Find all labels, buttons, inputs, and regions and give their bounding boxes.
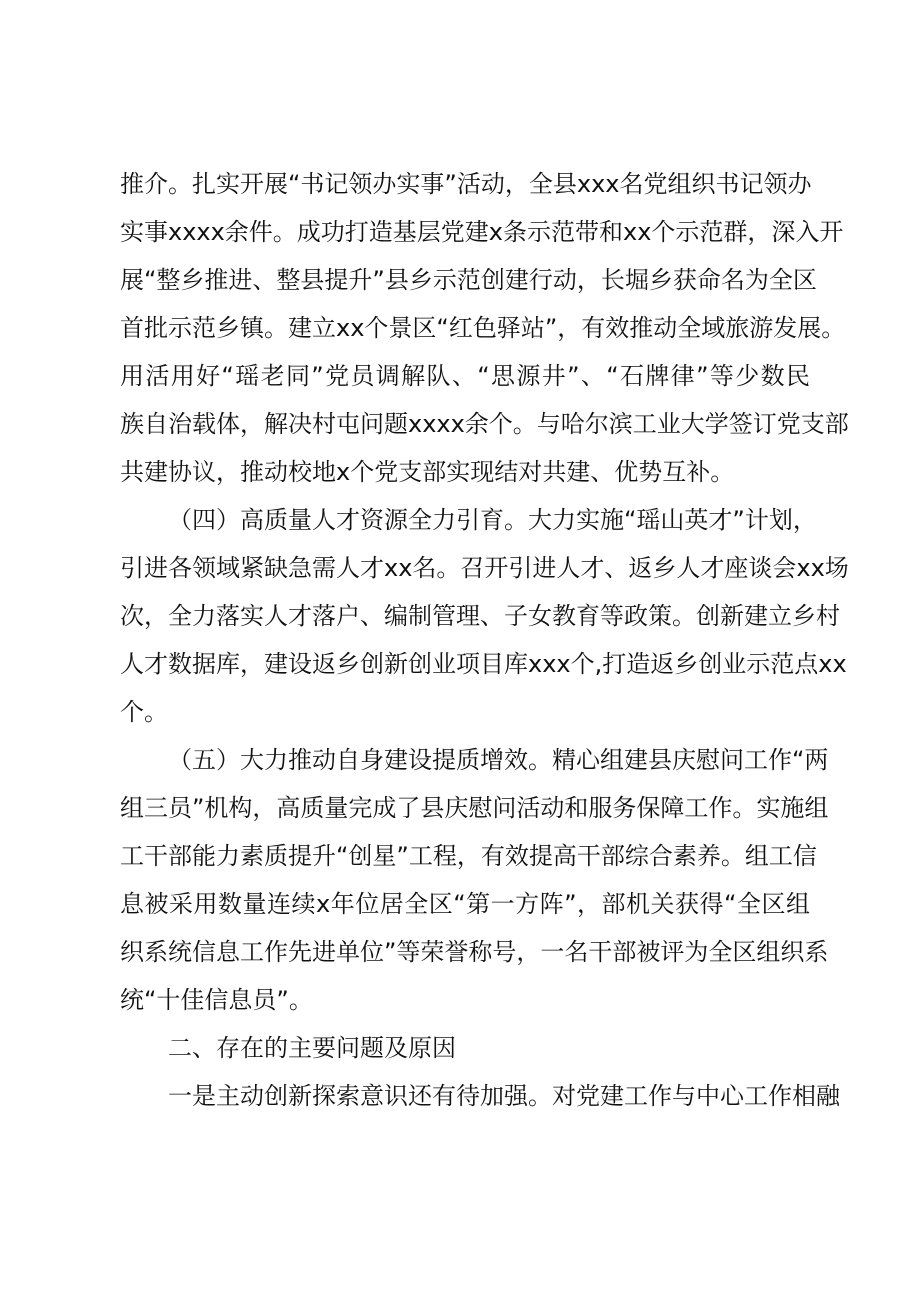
text-line: 个。: [120, 698, 168, 726]
text-line: 引进各领域紧缺急需人才xx名。召开引进人才、返乡人才座谈会xx场: [120, 554, 849, 582]
text-line: 展“整乡推进、整县提升”县乡示范创建行动，长堀乡获命名为全区: [120, 266, 817, 294]
text-line: 用活用好“瑶老同”党员调解队、“思源井”、“石牌律”等少数民: [120, 362, 810, 390]
text-line: 推介。扎实开展“书记领办实事”活动，全县xxx名党组织书记领办: [120, 170, 812, 198]
text-line: 实事xxxx余件。成功打造基层党建x条示范带和xx个示范群，深入开: [120, 218, 844, 246]
text-line: 一是主动创新探索意识还有待加强。对党建工作与中心工作相融: [168, 1082, 840, 1110]
text-line: 共建协议，推动校地x个党支部实现结对共建、优势互补。: [120, 458, 735, 486]
text-line: 织系统信息工作先进单位”等荣誉称号，一名干部被评为全区组织系: [120, 938, 829, 966]
text-line: 次，全力落实人才落户、编制管理、子女教育等政策。创新建立乡村: [120, 602, 840, 630]
section-heading: 二、存在的主要问题及原因: [168, 1034, 456, 1062]
text-line: 工干部能力素质提升“创星”工程，有效提高干部综合素养。组工信: [120, 842, 817, 870]
text-line: 组三员”机构，高质量完成了县庆慰问活动和服务保障工作。实施组: [120, 794, 829, 822]
text-line: 族自治载体，解决村屯问题xxxx余个。与哈尔滨工业大学签订党支部: [120, 410, 849, 438]
text-line: 人才数据库，建设返乡创新创业项目库xxx个,打造返乡创业示范点xx: [120, 650, 847, 678]
text-line: 首批示范乡镇。建立xx个景区“红色驿站”，有效推动全域旅游发展。: [120, 314, 846, 342]
text-line: 统“十佳信息员”。: [120, 986, 313, 1014]
text-line: 息被采用数量连续x年位居全区“第一方阵”，部机关获得“全区组: [120, 890, 810, 918]
text-line: （四）高质量人才资源全力引育。大力实施“瑶山英才”计划，: [168, 506, 817, 534]
text-line: （五）大力推动自身建设提质增效。精心组建县庆慰问工作“两: [168, 746, 829, 774]
